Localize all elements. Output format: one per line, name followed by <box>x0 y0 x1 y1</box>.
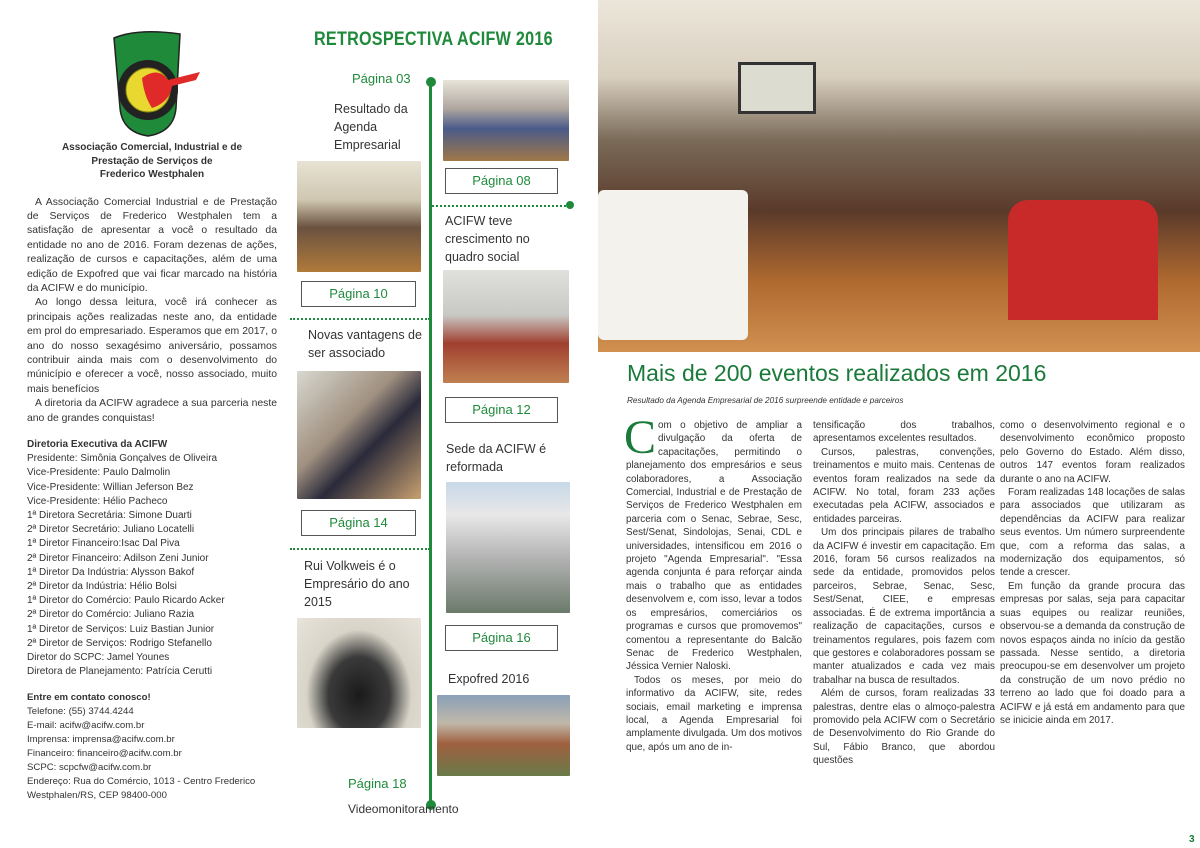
article-paragraph: Foram realizadas 148 locações de salas para associados que utilizaram as dependências da ACIFW para realizar seus eventos. Um número surpreendente que, com a reforma das salas, a modernização dos equipamentos, só tende a crescer. <box>1000 487 1185 579</box>
director-item: 2ª Diretor do Comércio: Juliano Razia <box>27 609 195 621</box>
director-item: 1ª Diretor do Comércio: Paulo Ricardo Acker <box>27 595 225 607</box>
page-ref-16[interactable]: Página 16 <box>445 625 558 651</box>
director-item: 2ª Diretor Financeiro: Adilson Zeni Junior <box>27 552 209 564</box>
divider <box>432 205 570 207</box>
page-ref-08[interactable]: Página 08 <box>445 168 558 194</box>
contact-finance: Financeiro: financeiro@acifw.com.br <box>27 748 182 760</box>
article-paragraph: tensificação dos trabalhos, apresentamos excelentes resultados. <box>813 420 995 445</box>
drop-cap: C <box>624 411 657 464</box>
article-column-1 <box>624 411 802 754</box>
page-ref-18[interactable]: Página 18 <box>348 776 407 791</box>
contact-address: Endereço: Rua do Comércio, 1013 - Centro Frederico Westphalen/RS, CEP 98400-000 <box>27 776 256 802</box>
intro-paragraph: A diretoria da ACIFW agradece a sua parceria neste ano de grandes conquistas! <box>27 398 277 424</box>
article-subtitle: Resultado da Agenda Empresarial de 2016 surpreende entidade e parceiros <box>627 396 904 405</box>
article-paragraph: Cursos, palestras, convenções, treinamentos e muito mais. Centenas de eventos foram realizados na sede da ACIFW. No total, foram 233 ações executadas pela ACIFW, associados e entidades parceiras. <box>813 446 995 525</box>
director-item: Presidente: Simônia Gonçalves de Oliveira <box>27 453 218 465</box>
contact-press: Imprensa: imprensa@acifw.com.br <box>27 734 175 746</box>
intro-paragraph: Ao longo dessa leitura, você irá conhecer as principais ações realizadas neste ano, da entidade em prol do empresariado. Esperamos que em 2017, o ano do nosso sexagésimo aniversário, possamos contribuir ainda mais com o desenvolvimento do múnicípio e oferecer a você, nosso associado, muito mais benefícios <box>27 297 277 395</box>
directors-title: Diretoria Executiva da ACIFW <box>27 439 168 450</box>
award-photo <box>297 618 421 728</box>
contact-phone: Telefone: (55) 3744.4244 <box>27 706 134 718</box>
org-name-line: Associação Comercial, Industrial e de <box>61 142 243 153</box>
timeline-heading: ACIFW teve crescimento no quadro social <box>445 214 530 264</box>
page-number: 3 <box>1189 834 1195 845</box>
article-paragraph: Um dos principais pilares de trabalho da ACIFW é investir em capacitação. Em 2016, foram 56 cursos realizados na sede da entidade, promovidos pelos parceiros, Sebrae, Senac, Sesc, Sest/Senat, CIEE, e empresas associadas. É de extrema importância a realização de capacitações, cursos e treinamentos regulares, pois fazem com que gestores e colaboradores possam se manter atualizados e cada vez mais trabalhar na busca de resultados. <box>813 527 995 686</box>
timeline-heading: Novas vantagens de ser associado <box>308 328 422 360</box>
contact-heading: Entre em contato conosco! <box>27 692 151 704</box>
contact-email: E-mail: acifw@acifw.com.br <box>27 720 145 732</box>
timeline-heading: Videomonitoramento <box>348 802 459 816</box>
director-item: 1ª Diretor Da Indústria: Alysson Bakof <box>27 566 195 578</box>
organization-name <box>27 141 277 182</box>
projection-screen <box>738 62 816 114</box>
group-photo <box>443 80 569 161</box>
timeline-dot <box>566 201 574 209</box>
org-name-line: Frederico Westphalen <box>99 169 205 180</box>
director-item: 2ª Diretor de Serviços: Rodrigo Stefanello <box>27 637 212 649</box>
divider <box>290 318 430 320</box>
timeline-title: RETROSPECTIVA ACIFW 2016 <box>314 29 553 50</box>
article-paragraph: om o objetivo de ampliar a divulgação da oferta de capacitações, permitindo o planejamento dos empresários e seus colaboradores, a Associação Comercial, Industrial e de Prestação de Serviços de Frederico Westphalen em parceria com o Senac, Sebrae, Sesc, Sest/Senat, Sindolojas, Senai, CDL e universidades, intensificou em 2016 o projeto "Agenda Empresarial". "Essa agenda conjunta é para reforçar ainda mais o trabalho que as entidades desenvolvem e, com isso, levar a todos os empresários, comerciários os programas e cursos que promovemos" comentou a representante do Balcão Senac de Frederico Westphalen, Jéssica Vernier Naloski. <box>626 420 802 673</box>
timeline-heading: Resultado da Agenda Empresarial <box>334 102 408 152</box>
timeline-heading: Sede da ACIFW é reformada <box>446 442 547 474</box>
event-main-photo <box>598 0 1200 352</box>
director-item: 1ª Diretora Secretária: Simone Duarti <box>27 510 192 522</box>
expofred-aerial-photo <box>437 695 570 776</box>
timeline-dot <box>426 77 436 87</box>
building-photo <box>446 482 570 613</box>
left-column <box>27 141 277 803</box>
contact-scpc: SCPC: scpcfw@acifw.com.br <box>27 762 152 774</box>
contact-info <box>27 691 277 803</box>
intro-text <box>27 196 277 427</box>
article-paragraph: Todos os meses, por meio do informativo da ACIFW, site, redes sociais, email marketing e imprensa local, a Agenda Empresarial foi amplamente divulgada. Um dos motivos que, após um ano de in- <box>626 674 802 753</box>
seminar-photo <box>443 270 569 383</box>
director-item: Vice-Presidente: Paulo Dalmolin <box>27 467 171 479</box>
attendee <box>1008 200 1158 320</box>
intro-paragraph: A Associação Comercial Industrial e de Prestação de Serviços de Frederico Westphalen tem a satisfação de apresentar a você o resultado da entidade no ano de 2016. Foram dezenas de ações, realização de cursos e capacitações, além de uma edição de Expofred que vai ficar marcado na história da ACIFW e do município. <box>27 196 277 294</box>
article-headline: Mais de 200 eventos realizados em 2016 <box>627 360 1047 386</box>
timeline-heading: Rui Volkweis é o Empresário do ano 2015 <box>304 559 410 609</box>
org-name-line: Prestação de Serviços de <box>91 155 213 167</box>
director-item: Diretor do SCPC: Jamel Younes <box>27 652 170 664</box>
page-ref-12[interactable]: Página 12 <box>445 397 558 423</box>
article-paragraph: Em função da grande procura das empresas por salas, seja para capacitar suas equipes ou realizar reuniões, observou-se a demanda da construção de novos espaços ainda no início da gestão passada. Nesse sentido, a diretoria preocupou-se em desenvolver um projeto da construção de um novo prédio no terreno ao lado que foi doado para a ACIFW e já está em andamento para que se inicicie ainda em 2017. <box>1000 580 1186 726</box>
timeline-heading: Expofred 2016 <box>448 672 530 686</box>
table-cloth <box>598 190 748 340</box>
page-ref-10[interactable]: Página 10 <box>301 281 416 307</box>
director-item: 1ª Diretor de Serviços: Luiz Bastian Junior <box>27 623 215 635</box>
director-item: Vice-Presidente: Willian Jeferson Bez <box>27 481 194 493</box>
page-ref-14[interactable]: Página 14 <box>301 510 416 536</box>
event-audience-photo <box>297 161 421 272</box>
page-ref-03[interactable]: Página 03 <box>352 71 411 86</box>
article-paragraph: como o desenvolvimento regional e o desenvolvimento econômico proposto pelo Governo do Estado. Além disso, outros 147 eventos foram realizados durante o ano na ACIFW. <box>1000 420 1185 485</box>
acifw-logo <box>108 28 204 140</box>
directors-list <box>27 438 277 679</box>
article-column-3 <box>1000 419 1185 727</box>
meeting-photo <box>297 371 421 499</box>
director-item: 2ª Diretor Secretário: Juliano Locatelli <box>27 524 195 536</box>
director-item: 1ª Diretor Financeiro:Isac Dal Piva <box>27 538 180 550</box>
director-item: Diretora de Planejamento: Patrícia Cerutti <box>27 666 213 678</box>
article-column-2 <box>813 419 995 768</box>
article-paragraph: Além de cursos, foram realizadas 33 palestras, dentre elas o almoço-palestra promovido pela ACIFW com o Secretário de Desenvolvimento do Rio Grande do Sul, Fábio Branco, que abordou questões <box>813 688 995 767</box>
director-item: Vice-Presidente: Hélio Pacheco <box>27 495 168 507</box>
director-item: 2ª Diretor da Indústria: Hélio Bolsi <box>27 581 177 593</box>
timeline-line <box>429 80 432 808</box>
divider <box>290 548 430 550</box>
